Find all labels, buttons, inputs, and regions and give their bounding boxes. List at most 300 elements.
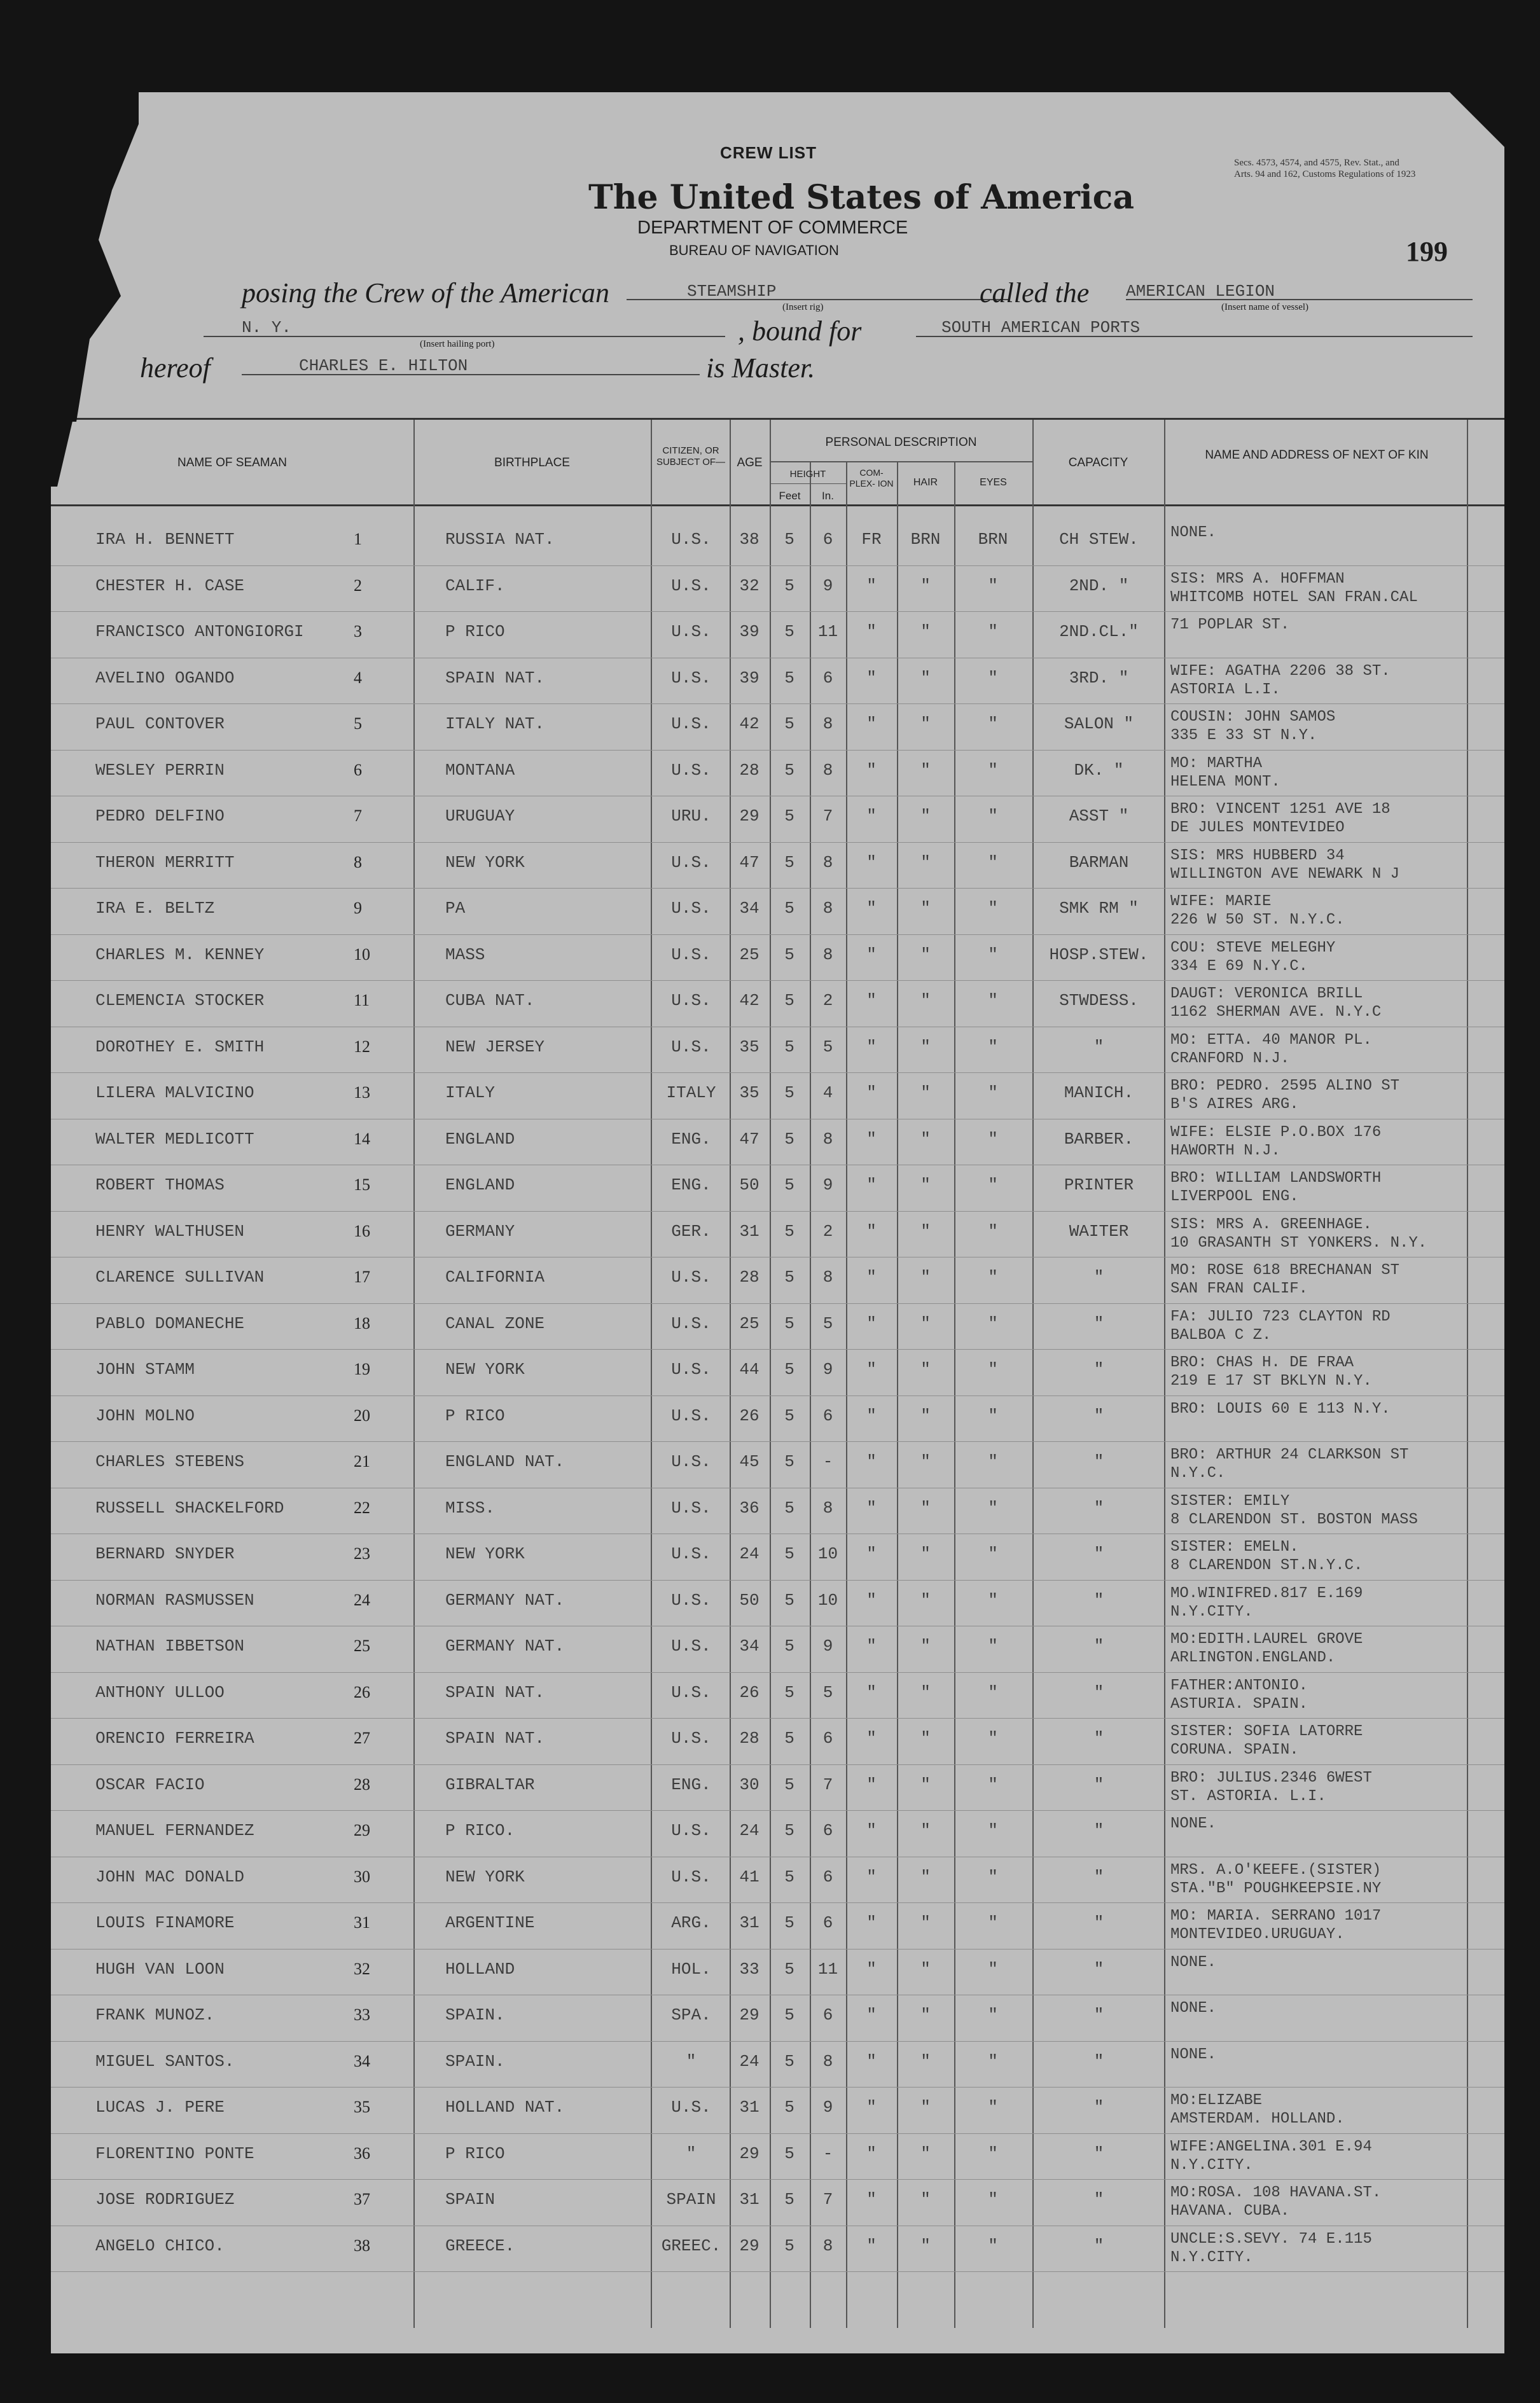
- height-feet: 5: [784, 1129, 794, 1149]
- complexion: ": [866, 2098, 877, 2117]
- seaman-name: IRA E. BELTZ: [95, 899, 215, 918]
- birthplace: ENGLAND: [445, 1129, 515, 1149]
- next-of-kin: [1170, 1953, 1501, 1972]
- height-feet: 5: [784, 1959, 794, 1979]
- age: 45: [739, 1452, 760, 1471]
- birthplace: NEW YORK: [445, 1544, 525, 1563]
- table-row: [51, 1073, 1504, 1119]
- seaman-name: WALTER MEDLICOTT: [95, 1129, 254, 1149]
- next-of-kin-line: DE JULES MONTEVIDEO: [1170, 819, 1345, 836]
- citizenship: U.S.: [671, 1544, 711, 1563]
- seaman-name: LUCAS J. PERE: [95, 2098, 225, 2117]
- table-row: [51, 1626, 1504, 1673]
- eyes: ": [988, 1313, 998, 1333]
- line-number: 27: [354, 1729, 370, 1747]
- seaman-name: AVELINO OGANDO: [95, 668, 235, 688]
- table-row: [51, 1949, 1504, 1996]
- capacity: ": [1093, 1729, 1104, 1748]
- seaman-name: CLEMENCIA STOCKER: [95, 991, 265, 1010]
- height-feet: 5: [784, 1498, 794, 1518]
- birthplace: P RICO.: [445, 1821, 515, 1840]
- height-inches: 11: [817, 622, 838, 641]
- hair: ": [920, 2236, 931, 2255]
- line-number: 11: [354, 991, 370, 1009]
- row-rule: [51, 2271, 1504, 2272]
- col-header-hair: HAIR: [913, 477, 938, 488]
- capacity: HOSP.STEW.: [1049, 945, 1149, 964]
- next-of-kin: [1170, 939, 1501, 976]
- seaman-name: FRANCISCO ANTONGIORGI: [95, 622, 304, 641]
- eyes: ": [988, 1821, 998, 1840]
- citizenship: U.S.: [671, 1268, 711, 1287]
- height-feet: 5: [784, 1313, 794, 1333]
- table-row: [51, 981, 1504, 1027]
- birthplace: SPAIN.: [445, 2051, 505, 2071]
- age: 42: [739, 991, 760, 1010]
- line-number: 28: [354, 1775, 370, 1794]
- col-header-age: AGE: [737, 456, 763, 469]
- bureau-title: BUREAU OF NAVIGATION: [669, 242, 839, 258]
- col-header-personal: PERSONAL DESCRIPTION: [825, 436, 977, 449]
- age: 25: [739, 1313, 760, 1333]
- next-of-kin-line: B'S AIRES ARG.: [1170, 1096, 1299, 1113]
- table-row: [51, 1903, 1504, 1949]
- line-number: 16: [354, 1221, 370, 1240]
- citizenship: U.S.: [671, 991, 711, 1010]
- age: 31: [739, 1913, 760, 1932]
- height-inches: 8: [822, 714, 833, 733]
- torn-edge-lower: [50, 410, 75, 487]
- eyes: ": [988, 2143, 998, 2163]
- next-of-kin-line: 226 W 50 ST. N.Y.C.: [1170, 911, 1345, 929]
- next-of-kin: [1170, 1584, 1501, 1621]
- hair: ": [920, 1037, 931, 1056]
- col-header-inches: In.: [822, 490, 834, 502]
- citizenship: URU.: [671, 807, 711, 826]
- table-row: [51, 1119, 1504, 1166]
- height-inches: 5: [822, 1313, 833, 1333]
- eyes: ": [988, 1175, 998, 1195]
- capacity: ASST ": [1069, 807, 1129, 826]
- citizenship: U.S.: [671, 714, 711, 733]
- next-of-kin: [1170, 1999, 1501, 2018]
- next-of-kin-line: 335 E 33 ST N.Y.: [1170, 727, 1317, 744]
- next-of-kin: [1170, 1123, 1501, 1160]
- next-of-kin: [1170, 1077, 1501, 1114]
- citizenship: U.S.: [671, 530, 711, 549]
- next-of-kin-line: 8 CLARENDON ST. BOSTON MASS: [1170, 1511, 1418, 1528]
- eyes: ": [988, 1729, 998, 1748]
- eyes: ": [988, 1913, 998, 1932]
- height-inches: 9: [822, 1175, 833, 1195]
- line-number: 20: [354, 1406, 370, 1425]
- citizenship: U.S.: [671, 622, 711, 641]
- capacity: ": [1093, 2236, 1104, 2255]
- capacity: WAITER: [1069, 1221, 1129, 1241]
- next-of-kin-line: N.Y.CITY.: [1170, 2156, 1253, 2174]
- eyes: ": [988, 2005, 998, 2025]
- next-of-kin-line: NONE.: [1170, 1815, 1217, 1832]
- complexion: ": [866, 2236, 877, 2255]
- height-inches: 6: [822, 530, 833, 549]
- next-of-kin-line: BALBOA C Z.: [1170, 1326, 1272, 1344]
- hair: ": [920, 945, 931, 964]
- next-of-kin-line: N.Y.CITY.: [1170, 2248, 1253, 2266]
- next-of-kin-line: MONTEVIDEO.URUGUAY.: [1170, 1926, 1345, 1943]
- next-of-kin-line: HELENA MONT.: [1170, 773, 1280, 791]
- next-of-kin-line: MO:ROSA. 108 HAVANA.ST.: [1170, 2184, 1382, 2201]
- next-of-kin-line: BRO: LOUIS 60 E 113 N.Y.: [1170, 1400, 1391, 1418]
- line-number: 26: [354, 1682, 370, 1701]
- next-of-kin-line: STA."B" POUGHKEEPSIE.NY: [1170, 1880, 1382, 1897]
- height-feet: 5: [784, 2190, 794, 2209]
- line-number: 9: [354, 899, 362, 917]
- statute-note-line-1: Secs. 4573, 4574, and 4575, Rev. Stat., and: [1234, 158, 1399, 168]
- height-feet: 5: [784, 1913, 794, 1932]
- seaman-name: DOROTHEY E. SMITH: [95, 1037, 265, 1056]
- next-of-kin: [1170, 2091, 1501, 2128]
- capacity: ": [1093, 1775, 1104, 1794]
- destination-value: SOUTH AMERICAN PORTS: [941, 318, 1141, 337]
- next-of-kin-line: SIS: MRS A. HOFFMAN: [1170, 570, 1345, 588]
- age: 29: [739, 807, 760, 826]
- line-number: 6: [354, 760, 362, 779]
- country-title: The United States of America: [588, 178, 1135, 217]
- capacity: DK. ": [1074, 760, 1124, 780]
- height-inches: 8: [822, 852, 833, 872]
- complexion: ": [866, 2005, 877, 2025]
- birthplace: GERMANY NAT.: [445, 1590, 565, 1610]
- birthplace: GERMANY: [445, 1221, 515, 1241]
- seaman-name: CHARLES STEBENS: [95, 1452, 245, 1471]
- citizenship: U.S.: [671, 2098, 711, 2117]
- bound-for-label: , bound for: [738, 315, 862, 347]
- height-inches: 8: [822, 899, 833, 918]
- age: 24: [739, 1821, 760, 1840]
- citizenship: U.S.: [671, 1821, 711, 1840]
- hair: ": [920, 1268, 931, 1287]
- eyes: ": [988, 1637, 998, 1656]
- birthplace: NEW YORK: [445, 1360, 525, 1379]
- hair: ": [920, 1682, 931, 1702]
- table-row: [51, 1257, 1504, 1304]
- birthplace: NEW YORK: [445, 1867, 525, 1887]
- citizenship: U.S.: [671, 945, 711, 964]
- next-of-kin-line: N.Y.CITY.: [1170, 1603, 1253, 1621]
- next-of-kin: [1170, 1861, 1501, 1898]
- height-feet: 5: [784, 2098, 794, 2117]
- hair: ": [920, 2098, 931, 2117]
- capacity: ": [1093, 1544, 1104, 1563]
- height-feet: 5: [784, 1083, 794, 1102]
- citizenship: U.S.: [671, 1637, 711, 1656]
- col-header-birthplace: BIRTHPLACE: [494, 456, 570, 469]
- age: 35: [739, 1083, 760, 1102]
- height-inches: 10: [817, 1544, 838, 1563]
- age: 26: [739, 1682, 760, 1702]
- table-row: [51, 1165, 1504, 1212]
- next-of-kin: [1170, 1677, 1501, 1714]
- next-of-kin-line: BRO: ARTHUR 24 CLARKSON ST: [1170, 1446, 1409, 1464]
- table-row: [51, 1396, 1504, 1443]
- birthplace: GIBRALTAR: [445, 1775, 535, 1794]
- complexion: ": [866, 2143, 877, 2163]
- complexion: ": [866, 668, 877, 688]
- height-feet: 5: [784, 1775, 794, 1794]
- eyes: ": [988, 1268, 998, 1287]
- age: 28: [739, 760, 760, 780]
- complexion: ": [866, 2051, 877, 2071]
- seaman-name: PABLO DOMANECHE: [95, 1313, 245, 1333]
- capacity: ": [1093, 1867, 1104, 1887]
- line-number: 14: [354, 1129, 370, 1148]
- next-of-kin: [1170, 523, 1501, 542]
- birthplace: MISS.: [445, 1498, 496, 1518]
- table-row: [51, 796, 1504, 843]
- capacity: ": [1093, 2143, 1104, 2163]
- table-row: [51, 1673, 1504, 1719]
- citizenship: U.S.: [671, 576, 711, 595]
- next-of-kin-line: COU: STEVE MELEGHY: [1170, 939, 1336, 957]
- birthplace: ITALY NAT.: [445, 714, 545, 733]
- next-of-kin: [1170, 570, 1501, 607]
- next-of-kin-line: BRO: JULIUS.2346 6WEST: [1170, 1769, 1372, 1787]
- eyes: ": [988, 1682, 998, 1702]
- eyes: ": [988, 1498, 998, 1518]
- next-of-kin-line: MO: ROSE 618 BRECHANAN ST: [1170, 1262, 1400, 1279]
- line-number: 35: [354, 2098, 370, 2116]
- citizenship: U.S.: [671, 1682, 711, 1702]
- birthplace: SPAIN.: [445, 2005, 505, 2025]
- next-of-kin-line: NONE.: [1170, 2046, 1217, 2063]
- complexion: ": [866, 1590, 877, 1610]
- age: 47: [739, 1129, 760, 1149]
- age: 28: [739, 1729, 760, 1748]
- hair: ": [920, 1452, 931, 1471]
- height-inches: 6: [822, 1867, 833, 1887]
- capacity: ": [1093, 1452, 1104, 1471]
- next-of-kin-line: SISTER: EMELN.: [1170, 1539, 1299, 1556]
- next-of-kin-line: MO:EDITH.LAUREL GROVE: [1170, 1631, 1363, 1648]
- complexion: ": [866, 1959, 877, 1979]
- complexion: ": [866, 899, 877, 918]
- complexion: ": [866, 1313, 877, 1333]
- table-row: [51, 1350, 1504, 1396]
- capacity: ": [1093, 2005, 1104, 2025]
- next-of-kin-line: COUSIN: JOHN SAMOS: [1170, 709, 1336, 726]
- hair: ": [920, 1775, 931, 1794]
- table-row: [51, 612, 1504, 658]
- next-of-kin-line: WIFE: AGATHA 2206 38 ST.: [1170, 662, 1391, 680]
- line-number: 25: [354, 1637, 370, 1655]
- whereof-label: hereof: [140, 352, 211, 384]
- table-row: [51, 751, 1504, 797]
- next-of-kin-line: SAN FRAN CALIF.: [1170, 1280, 1308, 1298]
- height-feet: 5: [784, 622, 794, 641]
- next-of-kin: [1170, 1354, 1501, 1390]
- next-of-kin: [1170, 2184, 1501, 2220]
- height-feet: 5: [784, 668, 794, 688]
- birthplace: CALIFORNIA: [445, 1268, 545, 1287]
- age: 26: [739, 1406, 760, 1425]
- next-of-kin: [1170, 1815, 1501, 1833]
- age: 50: [739, 1175, 760, 1195]
- hailing-port-caption: (Insert hailing port): [420, 339, 495, 349]
- citizenship: U.S.: [671, 1037, 711, 1056]
- next-of-kin-line: BRO: WILLIAM LANDSWORTH: [1170, 1170, 1382, 1187]
- seaman-name: WESLEY PERRIN: [95, 760, 225, 780]
- capacity: ": [1093, 2190, 1104, 2209]
- next-of-kin-line: CORUNA. SPAIN.: [1170, 1742, 1299, 1759]
- height-feet: 5: [784, 945, 794, 964]
- eyes: ": [988, 1221, 998, 1241]
- line-number: 37: [354, 2190, 370, 2208]
- col-header-eyes: EYES: [980, 477, 1007, 488]
- complexion: ": [866, 1775, 877, 1794]
- line-number: 34: [354, 2051, 370, 2070]
- age: 39: [739, 622, 760, 641]
- capacity: SALON ": [1064, 714, 1134, 733]
- line-number: 8: [354, 852, 362, 871]
- next-of-kin-line: MRS. A.O'KEEFE.(SISTER): [1170, 1861, 1382, 1879]
- vessel-type-value: STEAMSHIP: [687, 282, 777, 301]
- capacity: ": [1093, 2098, 1104, 2117]
- age: 50: [739, 1590, 760, 1610]
- age: 29: [739, 2236, 760, 2255]
- page-number: 199: [1406, 236, 1448, 267]
- birthplace: SPAIN: [445, 2190, 496, 2209]
- next-of-kin: [1170, 892, 1501, 929]
- height-feet: 5: [784, 1867, 794, 1887]
- next-of-kin: [1170, 2138, 1501, 2175]
- table-row: [51, 1304, 1504, 1350]
- birthplace: URUGUAY: [445, 807, 515, 826]
- height-inches: 5: [822, 1682, 833, 1702]
- next-of-kin-line: BRO: VINCENT 1251 AVE 18: [1170, 801, 1391, 818]
- citizenship: HOL.: [671, 1959, 711, 1979]
- height-inches: -: [822, 1452, 833, 1471]
- next-of-kin-line: FA: JULIO 723 CLAYTON RD: [1170, 1308, 1391, 1326]
- height-feet: 5: [784, 1452, 794, 1471]
- seaman-name: NATHAN IBBETSON: [95, 1637, 245, 1656]
- statute-note: [1234, 157, 1415, 180]
- birthplace: SPAIN NAT.: [445, 668, 545, 688]
- age: 42: [739, 714, 760, 733]
- age: 35: [739, 1037, 760, 1056]
- hair: ": [920, 1083, 931, 1102]
- citizenship: ENG.: [671, 1175, 711, 1195]
- height-feet: 5: [784, 1637, 794, 1656]
- next-of-kin-line: 10 GRASANTH ST YONKERS. N.Y.: [1170, 1234, 1427, 1252]
- next-of-kin: [1170, 1446, 1501, 1483]
- height-feet: 5: [784, 1175, 794, 1195]
- complexion: ": [866, 1729, 877, 1748]
- complexion: ": [866, 1268, 877, 1287]
- hair: ": [920, 2143, 931, 2163]
- crew-list-sheet: [51, 92, 1504, 2353]
- hair: ": [920, 1821, 931, 1840]
- age: 24: [739, 1544, 760, 1563]
- seaman-name: PEDRO DELFINO: [95, 807, 225, 826]
- eyes: ": [988, 1406, 998, 1425]
- next-of-kin: [1170, 1492, 1501, 1529]
- birthplace: PA: [445, 899, 466, 918]
- line-number: 38: [354, 2236, 370, 2255]
- complexion: ": [866, 1544, 877, 1563]
- hair: ": [920, 807, 931, 826]
- next-of-kin: [1170, 1630, 1501, 1667]
- age: 30: [739, 1775, 760, 1794]
- capacity: ": [1093, 1313, 1104, 1333]
- birthplace: GERMANY NAT.: [445, 1637, 565, 1656]
- table-row: [51, 843, 1504, 889]
- seaman-name: ORENCIO FERREIRA: [95, 1729, 254, 1748]
- height-feet: 5: [784, 2143, 794, 2163]
- birthplace: ENGLAND NAT.: [445, 1452, 565, 1471]
- next-of-kin-line: NONE.: [1170, 1953, 1217, 1971]
- height-feet: 5: [784, 852, 794, 872]
- complexion: ": [866, 1498, 877, 1518]
- next-of-kin: [1170, 2230, 1501, 2267]
- capacity: ": [1093, 1268, 1104, 1287]
- hair: ": [920, 899, 931, 918]
- citizenship: U.S.: [671, 1498, 711, 1518]
- table-row: [51, 704, 1504, 751]
- next-of-kin-line: ARLINGTON.ENGLAND.: [1170, 1649, 1336, 1666]
- age: 34: [739, 1637, 760, 1656]
- height-inches: 8: [822, 1129, 833, 1149]
- next-of-kin: [1170, 1261, 1501, 1298]
- complexion: ": [866, 714, 877, 733]
- height-feet: 5: [784, 2051, 794, 2071]
- birthplace: HOLLAND NAT.: [445, 2098, 565, 2117]
- line-number: 5: [354, 714, 362, 733]
- birthplace: ARGENTINE: [445, 1913, 535, 1932]
- capacity: STWDESS.: [1059, 991, 1139, 1010]
- citizenship: ARG.: [671, 1913, 711, 1932]
- table-row: [51, 1027, 1504, 1074]
- height-feet: 5: [784, 1729, 794, 1748]
- height-inches: 5: [822, 1037, 833, 1056]
- hair: BRN: [910, 530, 941, 549]
- capacity: CH STEW.: [1059, 530, 1139, 549]
- next-of-kin: [1170, 1769, 1501, 1806]
- seaman-name: ANTHONY ULLOO: [95, 1682, 225, 1702]
- height-feet: 5: [784, 1268, 794, 1287]
- capacity: ": [1093, 1406, 1104, 1425]
- height-feet: 5: [784, 2236, 794, 2255]
- line-number: 21: [354, 1452, 370, 1471]
- line-number: 18: [354, 1313, 370, 1333]
- hailing-port-value: N. Y.: [242, 318, 292, 337]
- eyes: ": [988, 1590, 998, 1610]
- hair: ": [920, 1544, 931, 1563]
- age: 25: [739, 945, 760, 964]
- birthplace: SPAIN NAT.: [445, 1729, 545, 1748]
- col-header-feet: Feet: [779, 490, 801, 502]
- citizenship: ENG.: [671, 1129, 711, 1149]
- called-the-label: called the: [980, 277, 1090, 308]
- height-inches: 6: [822, 1729, 833, 1748]
- hair: ": [920, 1959, 931, 1979]
- next-of-kin-line: DAUGT: VERONICA BRILL: [1170, 985, 1363, 1002]
- seaman-name: HUGH VAN LOON: [95, 1959, 225, 1979]
- eyes: ": [988, 1775, 998, 1794]
- birthplace: GREECE.: [445, 2236, 515, 2255]
- hair: ": [920, 1637, 931, 1656]
- col-header-name: NAME OF SEAMAN: [177, 456, 288, 469]
- height-inches: 10: [817, 1590, 838, 1610]
